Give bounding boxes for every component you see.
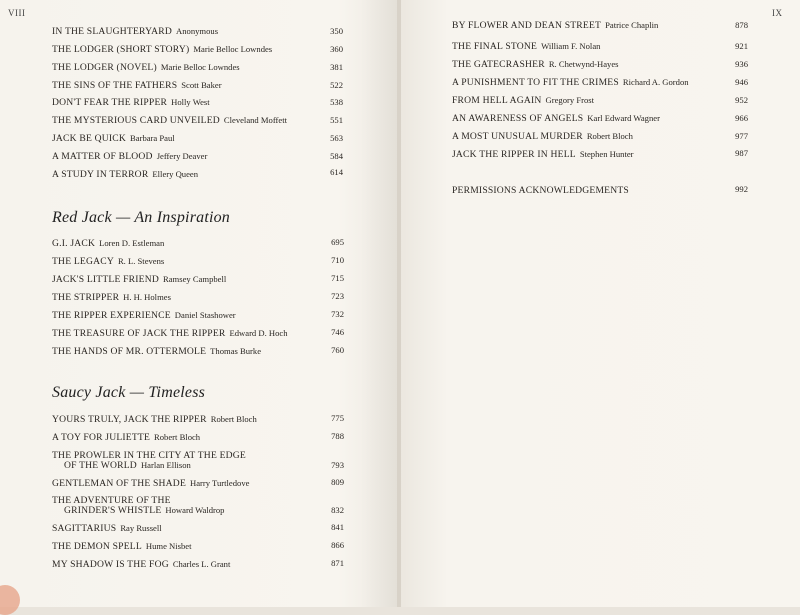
entry-author: Cleveland Moffett — [223, 115, 287, 125]
entry-page-number: 832 — [331, 505, 344, 515]
book-gutter — [397, 0, 401, 607]
entry-title: AN AWARENESS OF ANGELS — [452, 113, 584, 124]
entry-title: THE HANDS OF MR. OTTERMOLE — [52, 346, 207, 357]
entry-page-number: 936 — [735, 59, 748, 69]
toc-entry — [52, 414, 257, 425]
entry-author: Stephen Hunter — [579, 149, 634, 159]
toc-entry — [52, 169, 198, 180]
entry-title: A MOST UNUSUAL MURDER — [452, 131, 583, 142]
entry-author: Loren D. Estleman — [99, 238, 165, 248]
entry-title: SAGITTARIUS — [52, 523, 117, 534]
entry-page-number: 952 — [735, 95, 748, 105]
entry-author: William F. Nolan — [541, 41, 601, 51]
toc-entry — [52, 151, 207, 162]
entry-author: Edward D. Hoch — [229, 328, 288, 338]
toc-entry-continuation — [64, 460, 191, 471]
toc-entry — [452, 77, 689, 88]
entry-page-number: 788 — [331, 431, 344, 441]
entry-title: THE TREASURE OF JACK THE RIPPER — [52, 328, 226, 339]
entry-title: JACK'S LITTLE FRIEND — [52, 274, 159, 285]
toc-entry — [52, 559, 230, 570]
entry-author: Scott Baker — [181, 80, 222, 90]
entry-page-number: 921 — [735, 41, 748, 51]
entry-page-number: 614 — [330, 167, 343, 177]
entry-page-number: 710 — [331, 255, 344, 265]
entry-author: Marie Belloc Lowndes — [193, 44, 273, 54]
toc-entry — [52, 292, 171, 303]
entry-author: Harry Turtledove — [190, 478, 250, 488]
entry-author: Charles L. Grant — [172, 559, 231, 569]
toc-entry-continuation — [64, 505, 224, 516]
entry-title: FROM HELL AGAIN — [452, 95, 542, 106]
toc-entry — [52, 238, 164, 249]
entry-author: Hume Nisbet — [145, 541, 192, 551]
entry-title: THE STRIPPER — [52, 292, 120, 303]
entry-page-number: 723 — [331, 291, 344, 301]
entry-page-number: 878 — [735, 20, 748, 30]
toc-entry — [452, 113, 660, 124]
toc-entry — [52, 310, 236, 321]
toc-entry — [52, 274, 226, 285]
entry-page-number: 350 — [330, 26, 343, 36]
entry-title: THE DEMON SPELL — [52, 541, 142, 552]
entry-page-number: 563 — [330, 133, 343, 143]
toc-entry — [452, 95, 594, 106]
entry-author: Ramsey Campbell — [163, 274, 227, 284]
entry-title: JACK BE QUICK — [52, 133, 127, 144]
entry-author: Marie Belloc Lowndes — [160, 62, 240, 72]
section-heading: Red Jack — An Inspiration — [52, 209, 231, 226]
entry-title-line2: GRINDER'S WHISTLE — [64, 505, 162, 516]
toc-entry — [52, 115, 287, 126]
entry-author: Ray Russell — [120, 523, 162, 533]
entry-title-line2: OF THE WORLD — [64, 460, 137, 471]
entry-page-number: 760 — [331, 345, 344, 355]
entry-title-line1: THE ADVENTURE OF THE — [52, 495, 171, 506]
entry-title: IN THE SLAUGHTERYARD — [52, 26, 173, 37]
toc-entry — [452, 20, 658, 31]
entry-page-number: 809 — [331, 477, 344, 487]
toc-entry — [52, 346, 261, 357]
entry-author: Robert Bloch — [210, 414, 257, 424]
right-page — [400, 0, 800, 607]
entry-page-number: 871 — [331, 558, 344, 568]
entry-author: Anonymous — [176, 26, 219, 36]
entry-title: A TOY FOR JULIETTE — [52, 432, 151, 443]
page-number-left: VIII — [8, 8, 26, 18]
entry-author: Robert Bloch — [154, 432, 201, 442]
entry-page-number: 538 — [330, 97, 343, 107]
toc-entry — [52, 44, 272, 55]
entry-author: Daniel Stashower — [174, 310, 236, 320]
section-heading: Saucy Jack — Timeless — [52, 384, 206, 401]
entry-title: YOURS TRULY, JACK THE RIPPER — [52, 414, 207, 425]
entry-author: R. L. Stevens — [117, 256, 165, 266]
entry-author: R. Chetwynd-Hayes — [548, 59, 619, 69]
entry-page-number: 360 — [330, 44, 343, 54]
entry-author: Patrice Chaplin — [605, 20, 659, 30]
entry-title: THE GATECRASHER — [452, 59, 545, 70]
entry-page-number: 992 — [735, 184, 748, 194]
entry-page-number: 551 — [330, 115, 343, 125]
entry-page-number: 715 — [331, 273, 344, 283]
entry-author: Richard A. Gordon — [622, 77, 689, 87]
entry-author: Karl Edward Wagner — [587, 113, 660, 123]
toc-entry — [52, 478, 249, 489]
entry-author: Barbara Paul — [130, 133, 175, 143]
toc-entry — [452, 41, 600, 52]
entry-author: Harlan Ellison — [140, 460, 191, 470]
entry-page-number: 966 — [735, 113, 748, 123]
toc-entry — [452, 59, 619, 70]
entry-title: MY SHADOW IS THE FOG — [52, 559, 169, 570]
toc-entry — [452, 149, 634, 160]
entry-title: THE FINAL STONE — [452, 41, 538, 52]
page-number-right: IX — [772, 8, 783, 18]
entry-page-number: 746 — [331, 327, 344, 337]
entry-title: THE LODGER (NOVEL) — [52, 62, 157, 73]
entry-author: Robert Bloch — [586, 131, 633, 141]
toc-entry — [52, 80, 222, 91]
entry-title: A STUDY IN TERROR — [52, 169, 149, 180]
toc-entry — [52, 523, 162, 534]
entry-page-number: 946 — [735, 77, 748, 87]
entry-title: THE LODGER (SHORT STORY) — [52, 44, 190, 55]
page-curve-shadow — [360, 0, 398, 607]
entry-title: THE MYSTERIOUS CARD UNVEILED — [52, 115, 220, 126]
entry-page-number: 695 — [331, 237, 344, 247]
entry-author: Thomas Burke — [210, 346, 262, 356]
toc-entry — [452, 131, 633, 142]
entry-title: A MATTER OF BLOOD — [52, 151, 153, 162]
entry-page-number: 775 — [331, 413, 344, 423]
entry-title: G.I. JACK — [52, 238, 96, 249]
entry-page-number: 584 — [330, 151, 343, 161]
entry-author: Jeffery Deaver — [156, 151, 208, 161]
entry-title: GENTLEMAN OF THE SHADE — [52, 478, 186, 489]
entry-title: BY FLOWER AND DEAN STREET — [452, 20, 602, 31]
entry-title: PERMISSIONS ACKNOWLEDGEMENTS — [452, 185, 629, 196]
toc-entry — [52, 133, 175, 144]
toc-entry-permissions — [452, 185, 629, 196]
toc-entry — [52, 26, 218, 37]
toc-entry — [52, 328, 288, 339]
entry-author: Howard Waldrop — [165, 505, 225, 515]
entry-page-number: 381 — [330, 62, 343, 72]
entry-title-line1: THE PROWLER IN THE CITY AT THE EDGE — [52, 450, 246, 461]
entry-page-number: 987 — [735, 148, 748, 158]
entry-title: JACK THE RIPPER IN HELL — [452, 149, 576, 160]
entry-page-number: 732 — [331, 309, 344, 319]
entry-author: H. H. Holmes — [123, 292, 171, 302]
toc-entry — [52, 62, 240, 73]
entry-title: THE RIPPER EXPERIENCE — [52, 310, 171, 321]
entry-title: DON'T FEAR THE RIPPER — [52, 97, 168, 108]
toc-entry — [52, 541, 191, 552]
toc-entry — [52, 256, 164, 267]
entry-page-number: 793 — [331, 460, 344, 470]
entry-page-number: 866 — [331, 540, 344, 550]
entry-author: Gregory Frost — [545, 95, 594, 105]
toc-entry — [52, 97, 210, 108]
entry-title: A PUNISHMENT TO FIT THE CRIMES — [452, 77, 619, 88]
toc-entry — [52, 432, 200, 443]
entry-page-number: 841 — [331, 522, 344, 532]
entry-title: THE SINS OF THE FATHERS — [52, 80, 178, 91]
entry-page-number: 977 — [735, 131, 748, 141]
entry-page-number: 522 — [330, 80, 343, 90]
entry-author: Ellery Queen — [152, 169, 198, 179]
entry-title: THE LEGACY — [52, 256, 114, 267]
entry-author: Holly West — [171, 97, 210, 107]
